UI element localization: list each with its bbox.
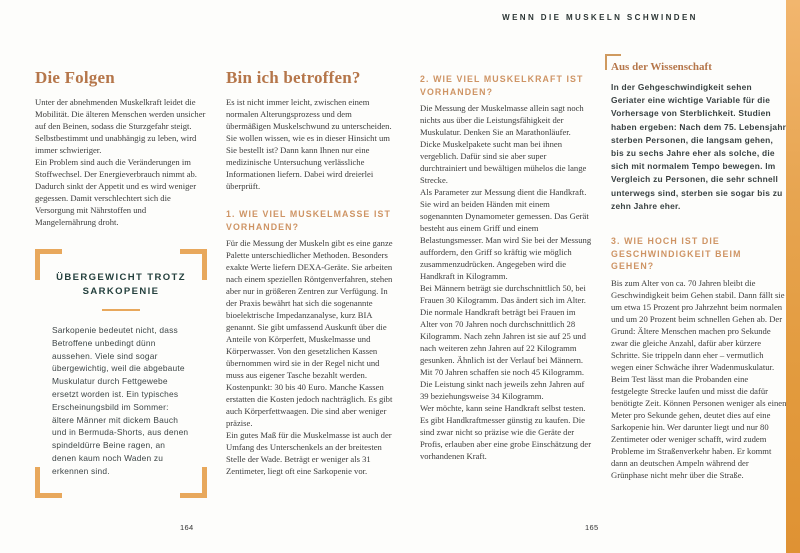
paragraph: Bis zum Alter von ca. 70 Jahren bleibt die Geschwindigkeit beim Gehen stabil. Dann fällt sie um etwa 15 Prozent pro Jahrzehnt beim normalen und um 20 Prozent beim schnellen Gehen ab. Der Grund: Ältere Menschen machen pro Sekunde zwar die gleiche Anzahl, dafür aber kürzere Schritte. Sie trippeln dann eher – vermutlich wegen einer Schwäche ihrer Wadenmuskulatur. [611, 277, 785, 372]
paragraph: In der Gehgeschwindigkeit sehen Geriater eine wichtige Variable für die Vorhersage von Sterblichkeit. Studien haben ergeben: Nach dem 75. Lebensjahr sterben Personen, die langsam gehen, bis zu sechs Jahre eher als solche, die sich mit normalem Tempo bewegen. Im Vergleich zu Personen, die sehr schnell unterwegs sind, sterben sie sogar bis zu zehn Jahre eher. [611, 82, 787, 211]
paragraph: Ein Problem sind auch die Veränderungen im Stoffwechsel. Der Energieverbrauch nimmt ab. Dadurch sinkt der Appetit und es wird weniger gegessen. Damit verschlechtert sich die Versorgung mit Nährstoffen und Mangelernährung droht. [35, 157, 197, 227]
paragraph: Es ist nicht immer leicht, zwischen einem normalen Alterungsprozess und dem übermäßigen Muskelschwund zu unterscheiden. Sie wollen wissen, wie es in dieser Hinsicht um Sie bestellt ist? Dann kann Ihnen nur eine medizinische Untersuchung verlässliche Informationen liefern. Dabei wird dreierlei überprüft. [226, 97, 392, 191]
paragraph: Unter der abnehmenden Muskelkraft leidet die Mobilität. Die älteren Menschen werden unsicher auf den Beinen, sodass die Sturzgefahr steigt. Selbstbestimmt und unabhängig zu leben, wird immer schwieriger. [35, 97, 206, 155]
heading-die-folgen: Die Folgen [35, 68, 115, 87]
betroffen-intro [226, 96, 398, 192]
muskelkraft-body [420, 102, 592, 462]
paragraph: Als Parameter zur Messung dient die Handkraft. Sie wird an beiden Händen mit einem sogenannten Dynamometer gemessen. Das Gerät besteht aus einem Griff und einem Belastungsmesser. Man wird Sie bei der Messung auffordern, den Griff so kräftig wie möglich zusammenzudrücken. Angegeben wird die Handkraft in Kilogramm. [420, 187, 592, 281]
running-head: WENN DIE MUSKELN SCHWINDEN [502, 13, 698, 22]
page-number-right: 165 [585, 523, 599, 532]
subheading-muskelkraft: 2. WIE VIEL MUSKELKRAFT IST VORHANDEN? [420, 74, 584, 97]
column-wissenschaft [611, 55, 787, 481]
heading-bin-ich-betroffen: Bin ich betroffen? [226, 68, 361, 87]
sidebar-box-uebergewicht [35, 249, 207, 498]
wissenschaft-body [611, 81, 787, 213]
paragraph: Für die Messung der Muskeln gibt es eine ganze Palette unterschiedlicher Methoden. Besonders exakte Werte liefern DEXA-Geräte. Sie arbeiten nach einem speziellen Röntgenverfahren, stehen aber nur in größeren Zentren zur Verfügung. In der Praxis bewährt hat sich die sogenannte bioelektrische Impedanzanalyse, kurz BIA genannt. Sie gibt umfassend Auskunft über die Anteile von Körperfett, Muskelmasse und Körperwasser. Von den gesetzlichen Kassen übernommen wird sie in der Regel nicht und muss aus eigener Tasche bezahlt werden. Kostenpunkt: 30 bis 40 Euro. Manche Kassen erstatten die Kosten jedoch nachträglich. Es gibt auch Körperfettwaagen. Die sind aber weniger präzise. [226, 238, 393, 428]
paragraph: Die Messung der Muskelmasse allein sagt noch nichts aus über die Leistungsfähigkeit der Muskulatur. Denken Sie an Marathonläufer. Dicke Muskelpakete sucht man bei ihnen vergeblich. Dafür sind sie aber super durchtrainiert und bewältigen mühelos die lange Strecke. [420, 103, 587, 185]
paragraph: Wer möchte, kann seine Handkraft selbst testen. Es gibt Handkraftmesser günstig zu kaufen. Die sind zwar nicht so präzise wie die Geräte der Profis, erlauben aber eine grobe Einschätzung der vorhandenen Kraft. [420, 403, 592, 461]
column-die-folgen [35, 68, 207, 498]
corner-bracket-icon [35, 249, 62, 280]
corner-bracket-icon [180, 467, 207, 498]
sidebar-box-title: ÜBERGEWICHT TROTZ SARKOPENIE [56, 272, 186, 297]
corner-bracket-icon [35, 467, 62, 498]
corner-bracket-icon [605, 54, 621, 70]
sidebar-box-text: Sarkopenie bedeutet nicht, dass Betroffene unbedingt dünn aussehen. Viele sind sogar übergewichtig, weil die abgebaute Muskulatur durch Fettgewebe ersetzt worden ist. Ein typisches Erscheinungsbild im Sommer: ältere Männer mit dickem Bauch und in Bermuda-Shorts, aus denen spindeldürre Beine ragen, an denen kaum noch Waden zu erkennen sind. [52, 325, 189, 476]
paragraph: Bei Männern beträgt sie durchschnittlich 50, bei Frauen 30 Kilogramm. Das ändert sich im Alter. Die normale Handkraft beträgt bei Frauen im Alter von 70 Jahren noch durchschnittlich 28 Kilogramm. Nach zehn Jahren ist sie auf 25 und nach weiteren zehn Jahren auf 22 Kilogramm gesunken. Ähnlich ist der Verlauf bei Männern. Mit 70 Jahren schaffen sie noch 45 Kilogramm. Die Leistung sinkt nach jeweils zehn Jahren auf 39 beziehungsweise 34 Kilogramm. [420, 283, 586, 401]
page-edge-strip [786, 0, 800, 553]
geschwindigkeit-body [611, 277, 787, 481]
paragraph: Ein gutes Maß für die Muskelmasse ist auch der Umfang des Unterschenkels an der breitesten Stelle der Wade. Beträgt er weniger als 31 Zentimeter, liegt oft eine Sarkopenie vor. [226, 430, 392, 476]
subheading-muskelmasse: 1. WIE VIEL MUSKELMASSE IST VORHANDEN? [226, 209, 391, 232]
divider-rule [102, 309, 140, 311]
corner-bracket-icon [180, 249, 207, 280]
page-number-left: 164 [180, 523, 194, 532]
column-muskelkraft [420, 73, 592, 462]
heading-aus-der-wissenschaft: Aus der Wissenschaft [611, 61, 712, 73]
subheading-geschwindigkeit: 3. WIE HOCH IST DIE GESCHWINDIGKEIT BEIM GEHEN? [611, 236, 742, 272]
paragraph: Beim Test lässt man die Probanden eine festgelegte Strecke laufen und misst die dafür benötigte Zeit. Können Personen weniger als einen Meter pro Sekunde gehen, deutet dies auf eine Sarkopenie hin. Wer darunter liegt und nur 80 Zentimeter oder weniger schafft, wird zudem Probleme im Straßenverkehr haben. Er kommt dann an deutschen Ampeln während der Grünphase nicht mehr über die Straße. [611, 373, 787, 480]
die-folgen-body [35, 96, 207, 228]
muskelmasse-body [226, 237, 398, 477]
column-bin-ich-betroffen [226, 68, 398, 477]
